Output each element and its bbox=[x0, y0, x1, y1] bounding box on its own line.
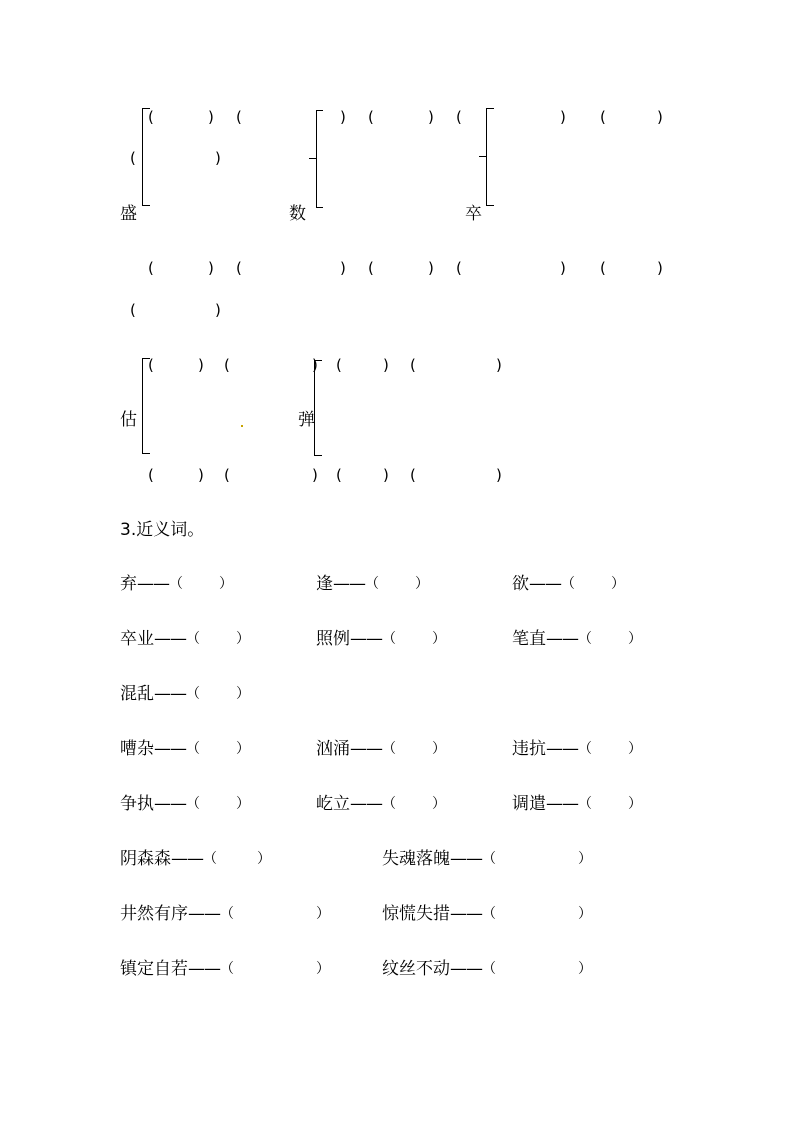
answer-blank-close: ） bbox=[257, 851, 271, 867]
paren-close: ) bbox=[215, 301, 221, 319]
paren-close: ) bbox=[383, 466, 389, 484]
answer-blank-open: （ bbox=[382, 631, 396, 647]
answer-blank-close: ） bbox=[432, 631, 446, 647]
paren-open: ( bbox=[130, 301, 136, 319]
synonym-word: 争执 bbox=[120, 794, 154, 814]
answer-blank-close: ） bbox=[236, 741, 250, 757]
synonym-word: 惊慌失措 bbox=[382, 904, 450, 924]
answer-blank-close: ） bbox=[578, 851, 592, 867]
answer-blank-close: ） bbox=[236, 796, 250, 812]
answer-blank-open: （ bbox=[169, 576, 183, 592]
synonym-dash: —— bbox=[188, 959, 220, 979]
synonym-word: 逢 bbox=[316, 574, 333, 594]
paren-close: ) bbox=[215, 149, 221, 167]
synonym-item bbox=[120, 684, 250, 704]
answer-blank-close: ） bbox=[628, 796, 642, 812]
synonym-word: 弃 bbox=[120, 574, 137, 594]
answer-blank-open: （ bbox=[220, 906, 234, 922]
synonym-word: 笔直 bbox=[512, 629, 546, 649]
synonym-word: 调遣 bbox=[512, 794, 546, 814]
synonym-word: 阴森森 bbox=[120, 849, 171, 869]
brace-zu bbox=[486, 108, 487, 206]
synonym-word: 卒业 bbox=[120, 629, 154, 649]
synonym-word: 失魂落魄 bbox=[382, 849, 450, 869]
synonym-dash: —— bbox=[350, 739, 382, 759]
synonym-word: 汹涌 bbox=[316, 739, 350, 759]
paren-close: ) bbox=[383, 356, 389, 374]
answer-blank-close: ） bbox=[611, 576, 625, 592]
synonym-dash: —— bbox=[154, 739, 186, 759]
answer-blank-close: ） bbox=[432, 741, 446, 757]
synonym-dash: —— bbox=[137, 574, 169, 594]
answer-blank-open: （ bbox=[578, 796, 592, 812]
paren-open: ( bbox=[368, 259, 374, 277]
synonym-item bbox=[120, 849, 271, 869]
synonym-item bbox=[316, 629, 446, 649]
paren-open: ( bbox=[148, 108, 154, 126]
synonym-item bbox=[382, 904, 592, 924]
synonym-dash: —— bbox=[188, 904, 220, 924]
paren-open: ( bbox=[224, 466, 230, 484]
synonym-dash: —— bbox=[333, 574, 365, 594]
synonym-item bbox=[120, 739, 250, 759]
synonym-item bbox=[512, 739, 642, 759]
answer-blank-open: （ bbox=[186, 686, 200, 702]
answer-blank-close: ） bbox=[578, 961, 592, 977]
paren-open: ( bbox=[130, 149, 136, 167]
paren-close: ) bbox=[340, 108, 346, 126]
paren-close: ) bbox=[657, 259, 663, 277]
paren-open: ( bbox=[336, 356, 342, 374]
synonym-dash: —— bbox=[154, 794, 186, 814]
paren-close: ) bbox=[496, 466, 502, 484]
synonym-word: 嘈杂 bbox=[120, 739, 154, 759]
paren-open: ( bbox=[148, 466, 154, 484]
synonym-item bbox=[382, 849, 592, 869]
paren-close: ) bbox=[496, 356, 502, 374]
synonym-dash: —— bbox=[154, 684, 186, 704]
synonym-word: 混乱 bbox=[120, 684, 154, 704]
paren-open: ( bbox=[368, 108, 374, 126]
synonym-item bbox=[316, 794, 446, 814]
answer-blank-close: ） bbox=[578, 906, 592, 922]
brace-sheng bbox=[142, 108, 143, 206]
answer-blank-open: （ bbox=[203, 851, 217, 867]
synonym-dash: —— bbox=[450, 959, 482, 979]
synonym-word: 纹丝不动 bbox=[382, 959, 450, 979]
paren-close: ) bbox=[560, 108, 566, 126]
answer-blank-close: ） bbox=[316, 961, 330, 977]
paren-open: ( bbox=[456, 259, 462, 277]
synonym-word: 欲 bbox=[512, 574, 529, 594]
char-gu: 估 bbox=[120, 410, 137, 430]
paren-close: ) bbox=[657, 108, 663, 126]
synonym-word: 屹立 bbox=[316, 794, 350, 814]
stray-dot bbox=[241, 425, 243, 427]
paren-open: ( bbox=[600, 108, 606, 126]
answer-blank-open: （ bbox=[561, 576, 575, 592]
answer-blank-close: ） bbox=[432, 796, 446, 812]
paren-close: ) bbox=[428, 259, 434, 277]
paren-open: ( bbox=[148, 356, 154, 374]
answer-blank-close: ） bbox=[415, 576, 429, 592]
paren-close: ) bbox=[198, 356, 204, 374]
answer-blank-open: （ bbox=[578, 631, 592, 647]
synonym-dash: —— bbox=[350, 794, 382, 814]
synonym-dash: —— bbox=[546, 794, 578, 814]
answer-blank-open: （ bbox=[382, 796, 396, 812]
answer-blank-open: （ bbox=[186, 741, 200, 757]
synonym-item bbox=[512, 794, 642, 814]
answer-blank-open: （ bbox=[365, 576, 379, 592]
answer-blank-open: （ bbox=[578, 741, 592, 757]
synonym-dash: —— bbox=[350, 629, 382, 649]
char-shu: 数 bbox=[289, 204, 306, 224]
answer-blank-close: ） bbox=[316, 906, 330, 922]
synonym-item bbox=[120, 574, 233, 594]
paren-open: ( bbox=[410, 356, 416, 374]
answer-blank-open: （ bbox=[482, 906, 496, 922]
paren-open: ( bbox=[600, 259, 606, 277]
paren-open: ( bbox=[224, 356, 230, 374]
answer-blank-open: （ bbox=[482, 961, 496, 977]
brace-gu bbox=[142, 358, 143, 454]
paren-open: ( bbox=[236, 259, 242, 277]
synonym-item bbox=[512, 629, 642, 649]
synonym-word: 违抗 bbox=[512, 739, 546, 759]
synonym-word: 镇定自若 bbox=[120, 959, 188, 979]
paren-close: ) bbox=[208, 108, 214, 126]
section-3-heading: 3.近义词。 bbox=[120, 520, 205, 540]
answer-blank-open: （ bbox=[482, 851, 496, 867]
synonym-item bbox=[120, 904, 330, 924]
synonym-item bbox=[382, 959, 592, 979]
answer-blank-open: （ bbox=[186, 631, 200, 647]
synonym-dash: —— bbox=[154, 629, 186, 649]
synonym-item bbox=[512, 574, 625, 594]
brace-shu bbox=[316, 110, 317, 208]
paren-open: ( bbox=[410, 466, 416, 484]
answer-blank-close: ） bbox=[219, 576, 233, 592]
synonym-dash: —— bbox=[546, 739, 578, 759]
answer-blank-open: （ bbox=[186, 796, 200, 812]
synonym-dash: —— bbox=[546, 629, 578, 649]
answer-blank-open: （ bbox=[220, 961, 234, 977]
synonym-word: 井然有序 bbox=[120, 904, 188, 924]
synonym-item bbox=[120, 629, 250, 649]
synonym-item bbox=[120, 794, 250, 814]
paren-open: ( bbox=[336, 466, 342, 484]
paren-close: ) bbox=[198, 466, 204, 484]
paren-open: ( bbox=[236, 108, 242, 126]
answer-blank-close: ） bbox=[628, 631, 642, 647]
paren-close: ) bbox=[428, 108, 434, 126]
synonym-item bbox=[316, 739, 446, 759]
char-tan: 弹 bbox=[298, 410, 315, 430]
paren-close: ) bbox=[340, 259, 346, 277]
char-sheng: 盛 bbox=[120, 204, 137, 224]
paren-close: ) bbox=[208, 259, 214, 277]
answer-blank-open: （ bbox=[382, 741, 396, 757]
synonym-dash: —— bbox=[450, 849, 482, 869]
paren-close: ) bbox=[312, 356, 318, 374]
synonym-dash: —— bbox=[529, 574, 561, 594]
paren-open: ( bbox=[456, 108, 462, 126]
synonym-dash: —— bbox=[171, 849, 203, 869]
char-zu: 卒 bbox=[465, 204, 482, 224]
paren-open: ( bbox=[148, 259, 154, 277]
paren-close: ) bbox=[560, 259, 566, 277]
synonym-dash: —— bbox=[450, 904, 482, 924]
synonym-item bbox=[316, 574, 429, 594]
paren-close: ) bbox=[312, 466, 318, 484]
answer-blank-close: ） bbox=[236, 631, 250, 647]
synonym-item bbox=[120, 959, 330, 979]
answer-blank-close: ） bbox=[628, 741, 642, 757]
answer-blank-close: ） bbox=[236, 686, 250, 702]
synonym-word: 照例 bbox=[316, 629, 350, 649]
